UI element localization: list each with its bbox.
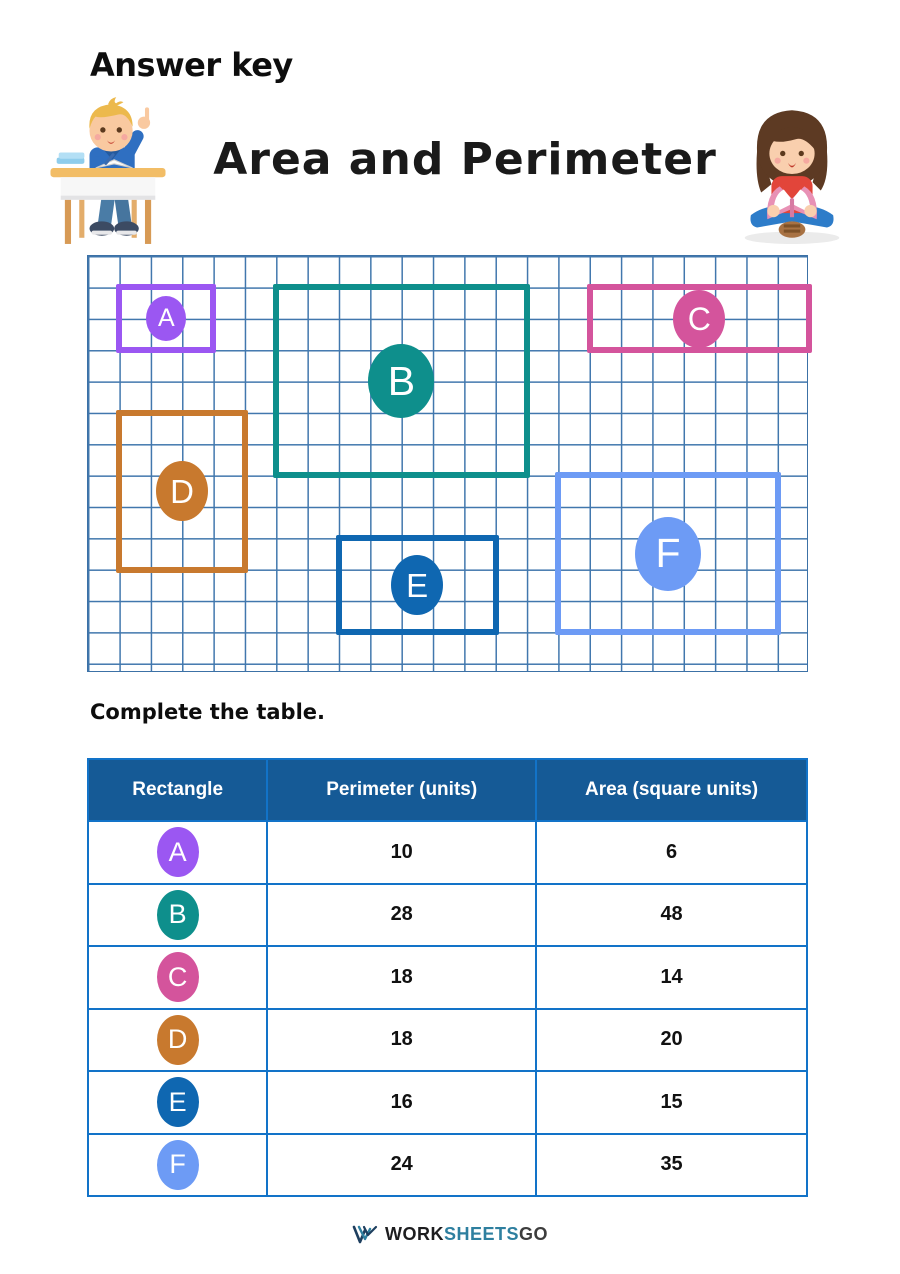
logo-text-work: WORK	[384, 1224, 444, 1244]
perimeter-value: 10	[268, 822, 537, 883]
table-row	[89, 1008, 806, 1071]
shape-label-badge: F	[635, 517, 701, 591]
table-row	[89, 1070, 806, 1133]
header-rectangle: Rectangle	[89, 760, 268, 820]
worksheetsgo-logo	[0, 1224, 900, 1245]
table-row	[89, 883, 806, 946]
table-row	[89, 945, 806, 1008]
perimeter-value: 18	[268, 1010, 537, 1071]
perimeter-value: 18	[268, 947, 537, 1008]
shape-label-badge: D	[156, 461, 208, 521]
table-header-row	[89, 760, 806, 820]
area-value: 15	[660, 1090, 683, 1113]
rectangle-badge: F	[157, 1140, 199, 1190]
girl-reading-illustration	[736, 100, 848, 246]
rectangle-shape-f	[555, 472, 780, 635]
header-area: Area (square units)	[584, 779, 759, 800]
rectangle-badge: B	[157, 890, 199, 940]
shape-label-badge: A	[146, 296, 186, 341]
rectangle-shape-d	[116, 410, 247, 573]
rectangle-badge: D	[157, 1015, 199, 1065]
header-perimeter: Perimeter (units)	[268, 760, 537, 820]
rectangle-shape-b	[273, 284, 530, 478]
rectangle-badge: C	[157, 952, 199, 1002]
logo-text-sheets: SHEETS	[443, 1224, 519, 1244]
worksheetsgo-logo-icon	[352, 1225, 378, 1245]
area-value: 48	[660, 903, 683, 926]
area-value: 20	[660, 1028, 683, 1051]
perimeter-value: 16	[268, 1072, 537, 1133]
area-value: 6	[666, 840, 678, 863]
worksheet-title: Area and Perimeter	[213, 134, 717, 185]
rectangle-badge: E	[157, 1077, 199, 1127]
answers-table	[87, 758, 808, 1197]
shape-label-badge: C	[673, 290, 725, 348]
area-value: 35	[660, 1153, 683, 1176]
perimeter-value: 24	[268, 1135, 537, 1196]
boy-student-illustration	[48, 94, 168, 246]
shape-label-badge: B	[368, 344, 434, 418]
shape-label-badge: E	[391, 555, 443, 615]
coordinate-grid	[87, 255, 808, 672]
table-row	[89, 1133, 806, 1196]
instruction-text: Complete the table.	[90, 700, 325, 724]
table-row	[89, 820, 806, 883]
rectangle-shape-a	[116, 284, 216, 353]
rectangle-shape-c	[587, 284, 812, 353]
perimeter-value: 28	[268, 885, 537, 946]
rectangle-badge: A	[157, 827, 199, 877]
answer-key-heading: Answer key	[90, 46, 293, 84]
rectangle-shape-e	[336, 535, 499, 635]
logo-text-go: GO	[519, 1224, 549, 1244]
area-value: 14	[660, 965, 683, 988]
